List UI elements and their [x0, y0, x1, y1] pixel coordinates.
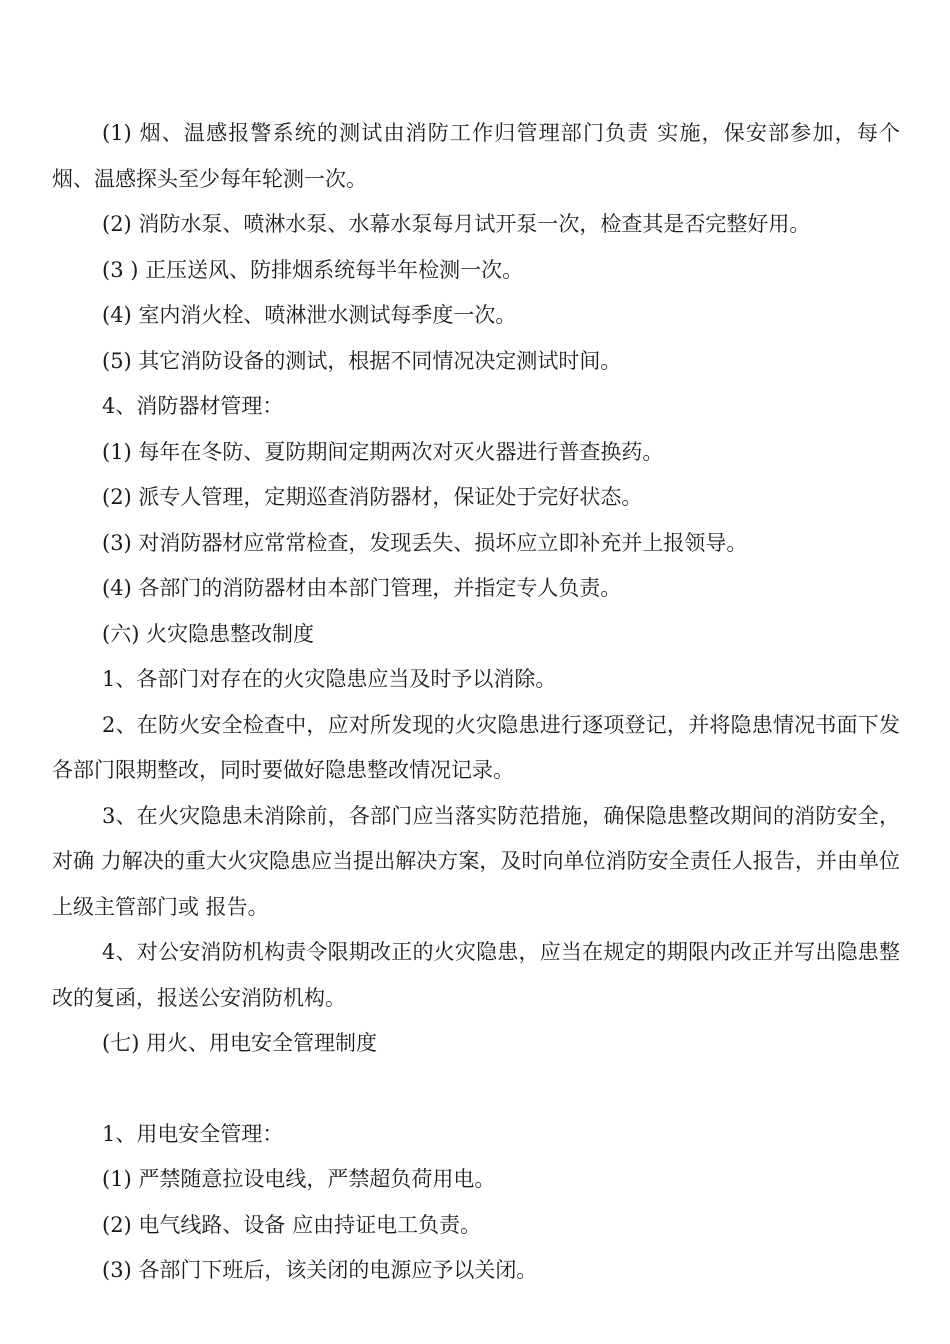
paragraph-equipment-1: (1) 每年在冬防、夏防期间定期两次对灭火器进行普查换药。	[102, 439, 664, 464]
paragraph-hazard-2: 2、在防火安全检查中，应对所发现的火灾隐患进行逐项登记，并将隐患情况书面下发各部门限期整改，同时要做好隐患整改情况记录。	[52, 712, 900, 782]
paragraph-electricity-2: (2) 电气线路、设备 应由持证电工负责。	[102, 1212, 482, 1237]
paragraph-equipment-2: (2) 派专人管理，定期巡查消防器材，保证处于完好状态。	[102, 485, 643, 509]
paragraph-test-ventilation: (3 ) 正压送风、防排烟系统每半年检测一次。	[102, 257, 524, 282]
paragraph-test-smoke-heat: (1) 烟、温感报警系统的测试由消防工作归管理部门负责 实施，保安部参加，每个烟、温感探头至少每年轮测一次。	[52, 121, 900, 191]
paragraph-test-other: (5) 其它消防设备的测试，根据不同情况决定测试时间。	[102, 348, 622, 373]
paragraph-equipment-3: (3) 对消防器材应常常检查，发现丢失、损坏应立即补充并上报领导。	[102, 530, 748, 555]
paragraph-electricity-1: (1) 严禁随意拉设电线，严禁超负荷用电。	[102, 1167, 496, 1191]
section-heading-electricity-management: 1、用电安全管理：	[102, 1121, 284, 1146]
paragraph-hazard-4: 4、对公安消防机构责令限期改正的火灾隐患，应当在规定的期限内改正并写出隐患整改的复函，报送公安消防机构。	[52, 940, 900, 1010]
paragraph-equipment-4: (4) 各部门的消防器材由本部门管理，并指定专人负责。	[102, 576, 622, 600]
document-body	[52, 111, 900, 1294]
section-heading-equipment-management: 4、消防器材管理：	[102, 394, 284, 418]
section-heading-fire-electricity: (七) 用火、用电安全管理制度	[102, 1031, 378, 1055]
paragraph-hazard-1: 1、各部门对存在的火灾隐患应当及时予以消除。	[102, 667, 557, 691]
paragraph-electricity-3: (3) 各部门下班后，该关闭的电源应予以关闭。	[102, 1258, 538, 1282]
section-heading-hazard-rectification: (六) 火灾隐患整改制度	[102, 621, 315, 646]
paragraph-test-hydrant: (4) 室内消火栓、喷淋泄水测试每季度一次。	[102, 303, 517, 327]
paragraph-test-pumps: (2) 消防水泵、喷淋水泵、水幕水泵每月试开泵一次，检查其是否完整好用。	[102, 212, 811, 236]
paragraph-hazard-3: 3、在火灾隐患未消除前，各部门应当落实防范措施，确保隐患整改期间的消防安全，对确 力解决的重大火灾隐患应当提出解决方案，及时向单位消防安全责任人报告，并由单位上级主管部门或 报告。	[52, 803, 900, 919]
blank-line	[52, 1067, 900, 1112]
